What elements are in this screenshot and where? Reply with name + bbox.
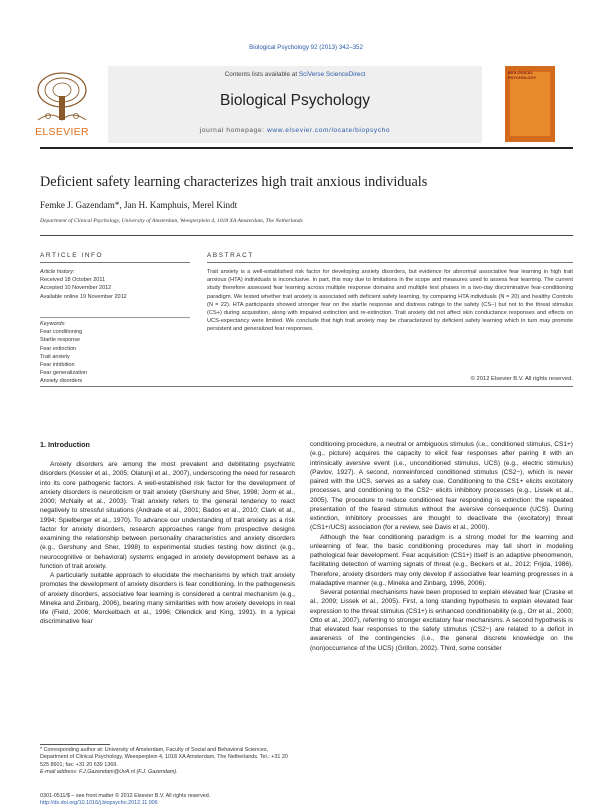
keyword: Fear inhibition	[40, 362, 75, 369]
publication-meta	[40, 793, 340, 807]
homepage-prefix: journal homepage:	[199, 127, 268, 134]
corresponding-author-footnote	[40, 747, 295, 777]
body-paragraph: Anxiety disorders are among the most prevalent and debilitating psychiatric disorders (Kessler et al., 2005; Olatunji et al., 2007), underscoring the need for research into its core pathogenic factors. A well-established risk factor for the development of anxiety disorders is neuroticism or trait anxiety (Gershuny and Sher, 1998; Jorm et al., 2000; McNally et al., 2003). Trait anxiety refers to the general tendency to react negatively to stressful situations (Andrade et al., 2001; Bados et al., 2010; Clark et al., 1994; Spielberger et al., 1970). To advance our understanding of trait anxiety as a risk factor for anxiety disorders, research approaches range from prospective designs examining the relationship between personality characteristics and anxiety disorders (e.g., Gershuny and Sher, 1998) to experimental studies testing how distinct (e.g., neurocognitive or behavioral) systems engaged in anxiety development behave as a function of trait anxiety.	[40, 461, 295, 570]
history-received: Received 18 October 2011	[40, 277, 106, 284]
abstract-copyright: © 2012 Elsevier B.V. All rights reserved.	[470, 376, 573, 382]
article-info-heading: ARTICLE INFO	[40, 252, 104, 259]
body-column-right	[310, 440, 573, 653]
contents-line	[108, 71, 482, 78]
keyword-list	[40, 320, 87, 386]
homepage-link[interactable]: www.elsevier.com/locate/biopsycho	[267, 127, 391, 134]
section-heading-introduction: 1. Introduction	[40, 440, 90, 449]
abstract-rule	[207, 262, 573, 263]
keywords-rule	[40, 317, 190, 318]
abstract-text: Trait anxiety is a well-established risk factor for developing anxiety disorders, but evidence for abnormal associative fear learning in high trait anxious (HTA) individuals is inconclusive. In part, this may due to limitations in the scope and measures used to assess fear learning. The current study therefore assessed fear learning across multiple response domains and multiple test phases in a two-day discriminative fear-conditioning paradigm. We tested whether trait anxiety is associated with deficient safety learning, by comparing HTA individuals (N = 20) and healthy Controls (N = 22). HTA participants showed stronger fear on the startle response and distress ratings to the safety (CS−) but not to the threat stimulus (CS+) during acquisition, along with impaired extinction and re-extinction. Trait anxiety did not affect skin conductance responses and effects on UCS-expectancy were limited. We conclude that high trait anxiety may be characterized by deficient safety learning which in turn may promote persistent and generalized fear responses.	[207, 269, 573, 333]
footnote-rule	[40, 744, 110, 745]
elsevier-tree-logo	[32, 70, 92, 126]
publisher-name: ELSEVIER	[35, 126, 89, 138]
sciencedirect-link[interactable]: SciVerse ScienceDirect	[298, 71, 366, 78]
doi-link[interactable]: http://dx.doi.org/10.1016/j.biopsycho.2012.11.006	[40, 800, 158, 807]
footnote-email[interactable]: E-mail address: F.J.Gazendam@UvA.nl (F.J. Gazendam).	[40, 769, 178, 776]
keyword: Startle response	[40, 337, 81, 344]
journal-citation: Biological Psychology 92 (2013) 342–352	[249, 44, 363, 51]
contents-prefix: Contents lists available at	[224, 71, 299, 78]
article-history	[40, 268, 127, 301]
keyword: Anxiety disorders	[40, 378, 83, 385]
body-column-left	[40, 460, 295, 627]
keyword: Fear conditioning	[40, 329, 83, 336]
article-title: Deficient safety learning characterizes high trait anxious individuals	[40, 174, 428, 190]
body-paragraph: Although the fear conditioning paradigm is a strong model for the learning and unlearning of fear, the basic conditioning procedures may fall short in modeling pathological fear development. Fear acquisition (CS1+) itself is an adaptive phenomenon, facilitating detection of warning signals of threat (e.g., Beckers et al., 2012; Frijda, 1986). Therefore, anxiety disorders may only develop if associative fear learning progresses in a maladaptive manner (e.g., Mineka and Zinbarg, 1996, 2006).	[310, 533, 573, 587]
history-label: Article history:	[40, 269, 75, 275]
body-paragraph: A particularly suitable approach to elucidate the mechanisms by which trait anxiety promotes the development of anxiety disorders is fear conditioning. In the pathogenesis of anxiety disorders, associative fear learning is considered a central mechanism (e.g., Mineka and Zinbarg, 2006), bearing many similarities with how anxiety develops in real life (Field, 2006; Merckelbach et al., 1996; Ollendick and King, 1991). In a typical discriminative fear	[40, 572, 295, 626]
journal-name: Biological Psychology	[220, 92, 370, 109]
journal-cover-panel	[510, 72, 550, 136]
keywords-label: Keywords:	[40, 321, 66, 327]
journal-homepage	[108, 127, 482, 134]
author-affiliation: Department of Clinical Psychology, University of Amsterdam, Weesperplein 4, 1018 XA Amsterdam, The Netherlands	[40, 218, 303, 224]
body-paragraph: conditioning procedure, a neutral or ambiguous stimulus (i.e., conditioned stimulus, CS1+) (e.g., picture) acquires the capacity to elicit fear responses after pairing it with an intrinsically aversive event (i.e., unconditioned stimulus, UCS) (e.g., electric stimulus) (Pavlov, 1927). A second, nonreinforced conditioned stimulus (CS2−), which is never paired with the UCS, serves as a safety cue. Conditioning to the CS1+ elicits excitatory processes, and conditioning to the CS2− elicits inhibitory processes (e.g., Lissek et al., 2005). The procedure to reduce conditioned fear responding is extinction: the repeated presentation of the feared stimulus without the aversive consequence (UCS). During extinction, inhibitory processes are thought to deactivate the (excitatory) threat (CS1+/UCS) association (for a review, see Davis et al., 2000).	[310, 441, 573, 532]
keyword: Fear generalization	[40, 370, 88, 377]
abstract-bottom-rule	[40, 386, 573, 387]
history-online: Available online 19 November 2012	[40, 293, 127, 300]
footnote-text: * Corresponding author at: University of Amsterdam, Faculty of Social and Behavioral Sciences, Department of Clinical Psychology, Weesperplein 4, 1018 XA Amsterdam, The Netherlands. Tel.: +31 20 525 8601; fax: +31 20 639 1369.	[40, 747, 288, 768]
article-info-rule	[40, 262, 190, 263]
history-accepted: Accepted 10 November 2012	[40, 285, 112, 292]
body-paragraph: Several potential mechanisms have been proposed to explain elevated fear (Craske et al., 2009; Lissek et al., 2005). First, a long standing hypothesis to explain elevated fear expression to the threat stimulus (CS1+) is enhanced conditionability (e.g., Orr et al., 2000; Otto et al., 2007), referring to stronger excitatory fear mechanisms. A second hypothesis is that elevated fear responses to the safety stimulus (CS2−) are related to a deficit in awareness of the contingencies (i.e., the general discrete knowledge on the (non)occurrence of the UCS) (Grillon, 2002). Third, some consider	[310, 589, 573, 652]
abstract-heading: ABSTRACT	[207, 252, 254, 259]
journal-cover-title: BIOLOGICAL PSYCHOLOGY	[508, 70, 537, 80]
title-rule	[40, 235, 573, 236]
keyword: Fear extinction	[40, 345, 77, 352]
keyword: Trait anxiety	[40, 353, 70, 360]
author-list: Femke J. Gazendam*, Jan H. Kamphuis, Merel Kindt	[40, 200, 238, 210]
header-rule	[40, 147, 573, 149]
issn-line: 0301-0511/$ – see front matter © 2012 Elsevier B.V. All rights reserved.	[40, 793, 211, 799]
